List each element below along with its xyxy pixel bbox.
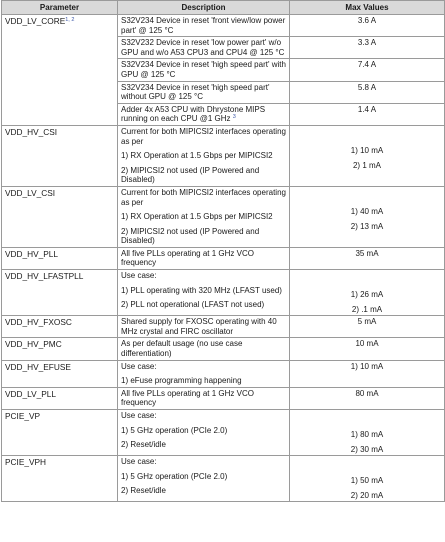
parameter-name: VDD_HV_PLL [5,248,59,259]
parameter-name: PCIE_VP [5,411,41,421]
max-value-cell [290,387,445,409]
description-cell [118,186,290,247]
parameter-name: VDD_LV_CORE [5,16,66,26]
table-row [2,456,445,502]
max-value: 35 mA [355,248,379,258]
max-value: 1) 40 mA [350,206,384,216]
description-line: 2) MIPICSI2 not used (IP Powered and Disabled) [121,226,260,246]
description-text: S32V234 Device in reset 'high speed part' without GPU @ 125 °C [121,82,270,102]
table-row [2,15,445,37]
description-line: 1) 5 GHz operation (PCIe 2.0) [121,425,228,435]
description-cell [118,316,290,338]
max-value-cell [290,125,445,186]
parameter-cell [2,387,118,409]
max-value: 2) 13 mA [350,221,384,231]
description-line: 1) eFuse programming happening [121,376,242,386]
header-parameter: Parameter [2,1,118,15]
description-line: 2) Reset/idle [121,440,166,450]
description-cell [118,387,290,409]
description-line: 1) PLL operating with 320 MHz (LFAST used) [121,285,282,295]
value-spacer [293,127,441,146]
header-row [2,1,445,15]
description-line: All five PLLs operating at 1 GHz VCO frequency [121,388,254,408]
max-value-cell [290,81,445,103]
description-line: Use case: [121,361,157,371]
value-spacer [293,411,441,430]
footnote-ref[interactable]: 3 [232,114,236,121]
parameter-name: VDD_HV_PMC [5,339,62,350]
max-value: 1) 50 mA [350,476,384,486]
header-description: Description [118,1,290,15]
parameter-name: VDD_HV_EFUSE [5,361,71,372]
description-cell [118,456,290,502]
description-text: S32V234 Device in reset 'high speed part' with GPU @ 125 °C [121,60,286,79]
description-line: 2) MIPICSI2 not used (IP Powered and Disabled) [121,165,260,185]
description-cell [118,37,290,59]
max-value: 1) 80 mA [350,430,384,439]
description-text: S32V232 Device in reset 'low power part' w/o GPU and w/o A53 CPU3 and CPU4 @ 125 °C [121,38,285,57]
description-line: As per default usage (no use case differentiation) [121,339,243,359]
description-line: 2) Reset/idle [121,486,166,496]
description-cell [118,247,290,269]
table-row [2,125,445,186]
table-row [2,270,445,316]
table-row [2,316,445,338]
table-body [2,15,445,502]
parameter-name: VDD_LV_CSI [5,187,56,198]
value-spacer [293,457,441,476]
description-line: Use case: [121,457,157,467]
max-value: 1.4 A [357,104,377,114]
description-cell [118,59,290,81]
parameter-name: VDD_LV_PLL [5,388,57,399]
max-value-cell [290,247,445,269]
max-value-cell [290,59,445,81]
max-value: 10 mA [355,339,379,349]
max-value: 80 mA [355,388,379,398]
max-value-cell [290,316,445,338]
parameter-cell [2,338,118,360]
description-line: 1) RX Operation at 1.5 Gbps per MIPICSI2 [121,151,273,161]
description-cell [118,125,290,186]
table-row [2,387,445,409]
description-cell [118,270,290,316]
description-line: Use case: [121,271,157,281]
max-value-cell [290,15,445,37]
max-value: 2) 20 mA [350,490,384,500]
max-value: 5 mA [357,317,377,327]
parameter-cell [2,247,118,269]
parameter-cell [2,270,118,316]
parameter-cell [2,15,118,126]
table-row [2,247,445,269]
parameter-cell [2,410,118,456]
description-cell [118,410,290,456]
parameter-name: PCIE_VPH [5,457,47,468]
parameter-name: VDD_HV_CSI [5,126,58,137]
description-line: 1) RX Operation at 1.5 Gbps per MIPICSI2 [121,212,273,222]
description-line: Current for both MIPICSI2 interfaces operating as per [121,126,286,146]
max-value-cell [290,360,445,387]
value-spacer [293,188,441,207]
table-row [2,186,445,247]
max-value: 5.8 A [357,82,377,92]
max-value-cell [290,456,445,502]
value-spacer [293,271,441,290]
max-value-cell [290,103,445,125]
max-value-cell [290,186,445,247]
description-line: Shared supply for FXOSC operating with 40 MHz crystal and FIRC oscillator [121,317,277,336]
footnote-ref[interactable]: 1, 2 [65,17,75,23]
table-row [2,338,445,360]
max-value-cell [290,338,445,360]
max-value-cell [290,270,445,316]
description-line: Current for both MIPICSI2 interfaces operating as per [121,187,286,207]
parameter-cell [2,186,118,247]
parameter-cell [2,125,118,186]
max-value: 2) 30 mA [350,444,384,454]
description-cell [118,103,290,125]
max-value: 3.3 A [357,38,377,48]
parameter-name: VDD_HV_FXOSC [5,317,72,328]
max-value: 7.4 A [357,60,377,70]
description-line: Use case: [121,411,157,420]
table-row [2,410,445,456]
max-value: 1) 10 mA [350,361,384,371]
max-value-cell [290,410,445,456]
max-value-cell [290,37,445,59]
description-text: S32V234 Device in reset 'front view/low power part' @ 125 °C [121,16,286,35]
description-cell [118,81,290,103]
parameter-name: VDD_HV_LFASTPLL [5,271,84,282]
description-line: 2) PLL not operational (LFAST not used) [121,300,265,310]
max-value: 2) 1 mA [352,160,381,170]
description-text: Adder 4x A53 CPU with Dhrystone MIPS running on each CPU @1 GHz [121,104,266,124]
current-consumption-table [1,0,445,502]
parameter-cell [2,360,118,387]
max-value: 3.6 A [357,16,377,25]
table-row [2,360,445,387]
description-cell [118,338,290,360]
description-cell [118,15,290,37]
header-max-values: Max Values [290,1,445,15]
description-cell [118,360,290,387]
description-line: All five PLLs operating at 1 GHz VCO frequency [121,248,254,268]
max-value: 2) .1 mA [351,304,383,314]
description-line: 1) 5 GHz operation (PCIe 2.0) [121,471,228,481]
parameter-cell [2,316,118,338]
max-value: 1) 10 mA [350,145,384,155]
parameter-cell [2,456,118,502]
max-value: 1) 26 mA [350,290,384,300]
